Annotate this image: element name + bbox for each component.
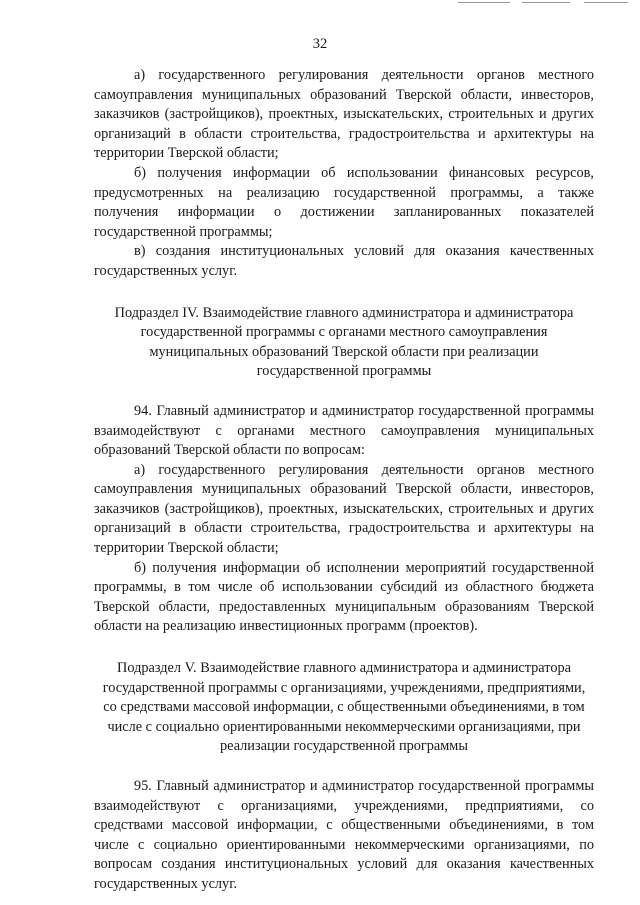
paragraph-95: 95. Главный администратор и администратор государственной программы взаимодействуют с организациями, учреждениями, предприятиями, со средствами массовой информации, с общественными объединениями, в том числе с социально ориентированными некоммерческими организациями, по вопросам создания институциональных условий для оказания качественных государственных услуг. <box>94 778 594 892</box>
subsection-4-heading: Подраздел IV. Взаимодействие главного администратора и администратора государственной программы с органами местного самоуправления муниципальных образований Тверской области при реализации государственной программы <box>114 304 574 380</box>
document-body <box>94 66 594 895</box>
scan-header-marks <box>458 0 628 6</box>
paragraph-94: 94. Главный администратор и администратор государственной программы взаимодействуют с органами местного самоуправления муниципальных образований Тверской области по вопросам: <box>94 402 594 459</box>
paragraph-93-b: б) получения информации об использовании финансовых ресурсов, предусмотренных на реализацию государственной программы, а также получения информации о достижении запланированных показателей государственной программы; <box>94 164 594 240</box>
paragraph-94-a: а) государственного регулирования деятельности органов местного самоуправления муниципальных образований Тверской области, инвесторов, заказчиков (застройщиков), проектных, изыскательских, строительных и других организаций в области строительства, градостроительства и архитектуры на территории Тверской области; <box>94 461 594 557</box>
paragraph-93-c: в) создания институциональных условий для оказания качественных государственных услуг. <box>94 243 594 279</box>
subsection-5-heading: Подраздел V. Взаимодействие главного администратора и администратора государственной программы с организациями, учреждениями, предприятиями, со средствами массовой информации, с общественными объединениями, в том числе с социально ориентированными некоммерческими организациями, при реализации государственной программы <box>102 660 586 755</box>
paragraph-94-b: б) получения информации об исполнении мероприятий государственной программы, в том числе об использовании субсидий из областного бюджета Тверской области, предоставленных муниципальным образованиям Тверской области на реализацию инвестиционных программ (проектов). <box>94 559 594 635</box>
paragraph-93-a: а) государственного регулирования деятельности органов местного самоуправления муниципальных образований Тверской области, инвесторов, заказчиков (застройщиков), проектных, изыскательских, строительных и других организаций в области строительства, градостроительства и архитектуры на территории Тверской области; <box>94 67 594 162</box>
page-number: 32 <box>312 36 328 52</box>
